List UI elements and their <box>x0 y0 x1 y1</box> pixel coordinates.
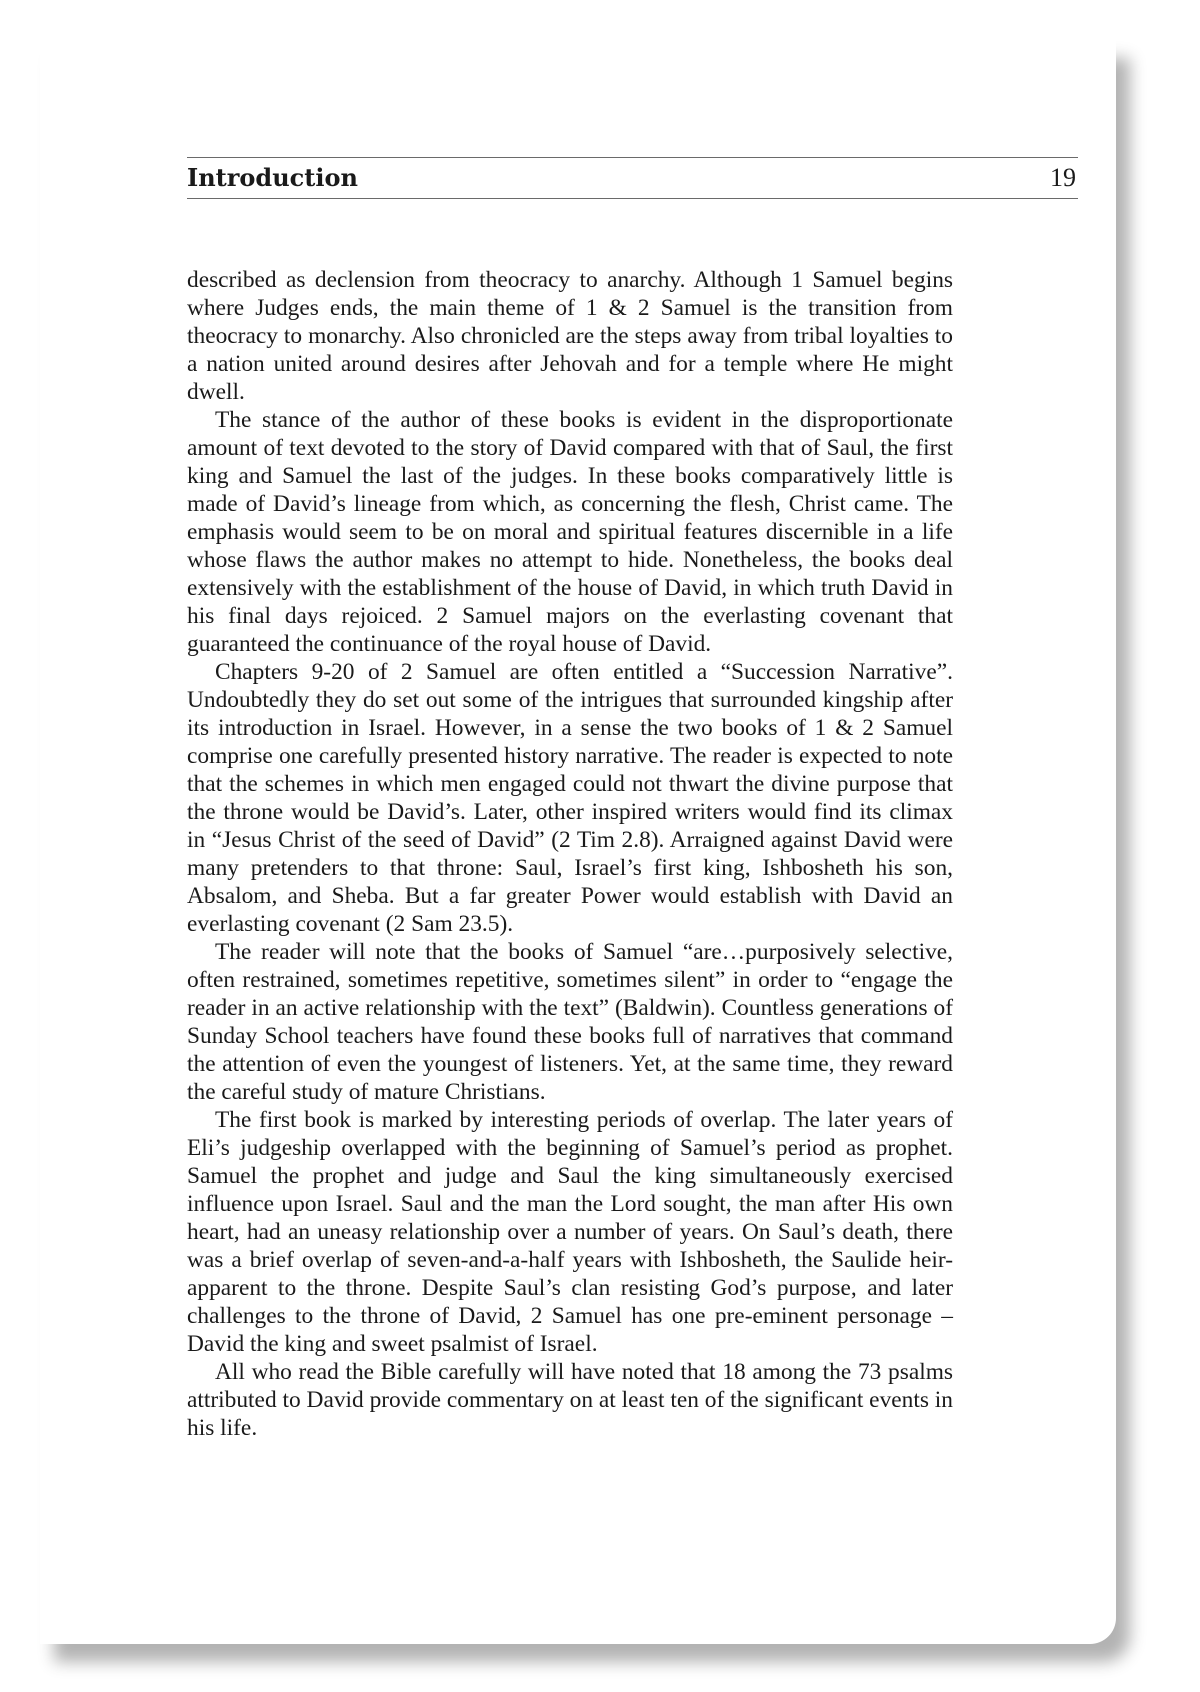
page-number: 19 <box>1050 163 1076 192</box>
paragraph: Chapters 9-20 of 2 Samuel are often entitled a “Succession Narrative”. Undoubtedly they do set out some of the intrigues that surrounded kingship after its introduction in Israel. However, in a sense the two books of 1 & 2 Samuel comprise one carefully presented history narrative. The reader is expected to note that the schemes in which men engaged could not thwart the divine purpose that the throne would be David’s. Later, other inspired writers would find its climax in “Jesus Christ of the seed of David” (2 Tim 2.8). Arraigned against David were many pretenders to that throne: Saul, Israel’s first king, Ishbosheth his son, Absalom, and Sheba. But a far greater Power would establish with David an everlasting covenant (2 Sam 23.5). <box>187 659 953 937</box>
running-header <box>187 157 1078 199</box>
paragraph: All who read the Bible carefully will have noted that 18 among the 73 psalms attributed to David provide commentary on at least ten of the significant events in his life. <box>187 1359 953 1441</box>
paragraph: The stance of the author of these books is evident in the disproportionate amount of text devoted to the story of David compared with that of Saul, the first king and Samuel the last of the judges. In these books comparatively little is made of David’s lineage from which, as concerning the flesh, Christ came. The emphasis would seem to be on moral and spiritual features discernible in a life whose flaws the author makes no attempt to hide. Nonetheless, the books deal extensively with the establishment of the house of David, in which truth David in his final days rejoiced. 2 Samuel majors on the everlasting covenant that guaranteed the continuance of the royal house of David. <box>187 407 953 657</box>
paragraph: The first book is marked by interesting periods of overlap. The later years of Eli’s judgeship overlapped with the beginning of Samuel’s period as prophet. Samuel the prophet and judge and Saul the king simultaneously exercised influence upon Israel. Saul and the man the Lord sought, the man after His own heart, had an uneasy relationship over a number of years. On Saul’s death, there was a brief overlap of seven-and-a-half years with Ishbosheth, the Saulide heir-apparent to the throne. Despite Saul’s clan resisting God’s purpose, and later challenges to the throne of David, 2 Samuel has one pre-eminent personage – David the king and sweet psalmist of Israel. <box>187 1107 953 1357</box>
paragraph: The reader will note that the books of Samuel “are…purposively selective, often restrained, sometimes repetitive, sometimes silent” in order to “engage the reader in an active relationship with the text” (Baldwin). Countless generations of Sunday School teachers have found these books full of narratives that command the attention of even the youngest of listeners. Yet, at the same time, they reward the careful study of mature Christians. <box>187 939 953 1105</box>
header-title: Introduction <box>187 163 358 192</box>
paragraph: described as declension from theocracy to anarchy. Although 1 Samuel begins where Judges ends, the main theme of 1 & 2 Samuel is the transition from theocracy to monarchy. Also chronicled are the steps away from tribal loyalties to a nation united around desires after Jehovah and for a temple where He might dwell. <box>187 267 953 405</box>
body-text <box>187 266 953 1442</box>
book-page <box>40 40 1116 1644</box>
